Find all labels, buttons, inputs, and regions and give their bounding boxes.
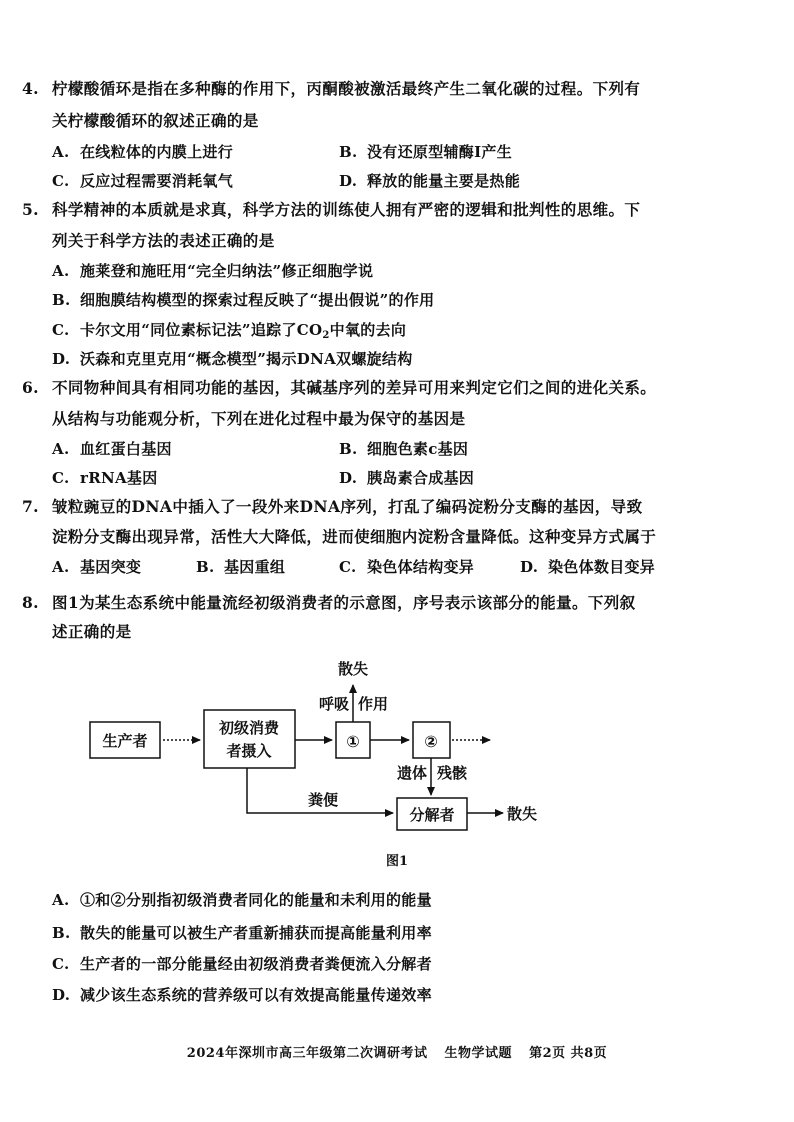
q6-option-d[interactable]: D. 胰岛素合成基因 bbox=[339, 469, 475, 487]
page-footer bbox=[0, 1042, 794, 1061]
footer-page-number: 第2页 共8页 bbox=[529, 1046, 608, 1061]
feces-label: 粪便 bbox=[307, 791, 339, 809]
q8-option-b[interactable]: B. 散失的能量可以被生产者重新捕获而提高能量利用率 bbox=[52, 924, 432, 942]
q4-option-d[interactable]: D. 释放的能量主要是热能 bbox=[339, 172, 521, 190]
footer-subject: 生物学试题 bbox=[444, 1046, 513, 1061]
q8-option-c[interactable]: C. 生产者的一部分能量经由初级消费者粪便流入分解者 bbox=[52, 955, 432, 973]
q4-option-b[interactable]: B. 没有还原型辅酶Ⅰ产生 bbox=[339, 143, 513, 161]
footer-exam-title: 2024年深圳市高三年级第二次调研考试 bbox=[186, 1046, 428, 1061]
energy-flow-diagram bbox=[0, 650, 794, 845]
q7-option-b[interactable]: B. 基因重组 bbox=[196, 558, 286, 576]
q4-option-c[interactable]: C. 反应过程需要消耗氧气 bbox=[52, 172, 234, 190]
q4-stem-line1: 4. 柠檬酸循环是指在多种酶的作用下，丙酮酸被激活最终产生二氧化碳的过程。下列有 bbox=[22, 79, 641, 98]
consumer-label-line1: 初级消费 bbox=[218, 719, 280, 737]
respiration-left-label: 呼吸 bbox=[318, 695, 350, 713]
q5-option-b[interactable]: B. 细胞膜结构模型的探索过程反映了“提出假说”的作用 bbox=[52, 291, 435, 309]
dissipate-top-label: 散失 bbox=[337, 660, 369, 678]
remains-right-label: 残骸 bbox=[436, 764, 468, 782]
q5-option-c[interactable]: C. 卡尔文用“同位素标记法”追踪了$CO_2$中氧的去向 bbox=[52, 321, 407, 341]
q4-stem-line2: 关柠檬酸循环的叙述正确的是 bbox=[52, 111, 259, 130]
q8-option-a[interactable]: A. ①和②分别指初级消费者同化的能量和未利用的能量 bbox=[52, 891, 432, 909]
consumer-label-line2: 者摄入 bbox=[226, 742, 272, 760]
q8-stem-line2: 述正确的是 bbox=[52, 622, 132, 641]
q7-stem-line2: 淀粉分支酶出现异常，活性大大降低，进而使细胞内淀粉含量降低。这种变异方式属于 bbox=[52, 527, 657, 546]
q5-stem-line2: 列关于科学方法的表述正确的是 bbox=[52, 231, 275, 250]
q7-option-d[interactable]: D. 染色体数目变异 bbox=[520, 558, 656, 576]
q6-option-b[interactable]: B. 细胞色素c基因 bbox=[339, 440, 469, 458]
q5-option-d[interactable]: D. 沃森和克里克用“概念模型”揭示DNA双螺旋结构 bbox=[52, 350, 413, 368]
remains-left-label: 遗体 bbox=[396, 764, 428, 782]
q7-stem-line1: 7. 皱粒豌豆的DNA中插入了一段外来DNA序列，打乱了编码淀粉分支酶的基因，导致 bbox=[22, 497, 643, 516]
q5-stem-line1: 5. 科学精神的本质就是求真，科学方法的训练使人拥有严密的逻辑和批判性的思维。下 bbox=[22, 200, 641, 219]
q6-stem-line1: 6. 不同物种间具有相同功能的基因，其碱基序列的差异可用来判定它们之间的进化关系。 bbox=[22, 378, 657, 397]
box-2-label: ② bbox=[424, 732, 438, 751]
q7-option-c[interactable]: C. 染色体结构变异 bbox=[339, 558, 475, 576]
respiration-right-label: 作用 bbox=[357, 695, 389, 713]
producer-label: 生产者 bbox=[102, 732, 148, 750]
q8-option-d[interactable]: D. 减少该生态系统的营养级可以有效提高能量传递效率 bbox=[52, 986, 432, 1004]
box-1-label: ① bbox=[346, 732, 360, 751]
q7-option-a[interactable]: A. 基因突变 bbox=[52, 558, 142, 576]
q6-option-a[interactable]: A. 血红蛋白基因 bbox=[52, 440, 172, 458]
dissipate-right-label: 散失 bbox=[506, 805, 538, 823]
q5-option-a[interactable]: A. 施莱登和施旺用“完全归纳法”修正细胞学说 bbox=[52, 262, 374, 280]
figure-caption: 图1 bbox=[385, 854, 409, 869]
q6-option-c[interactable]: C. rRNA基因 bbox=[52, 469, 158, 487]
decomposer-label: 分解者 bbox=[409, 806, 455, 824]
q8-stem-line1: 8. 图1为某生态系统中能量流经初级消费者的示意图，序号表示该部分的能量。下列叙 bbox=[22, 593, 636, 612]
q4-option-a[interactable]: A. 在线粒体的内膜上进行 bbox=[52, 143, 234, 161]
q6-stem-line2: 从结构与功能观分析，下列在进化过程中最为保守的基因是 bbox=[52, 409, 466, 428]
